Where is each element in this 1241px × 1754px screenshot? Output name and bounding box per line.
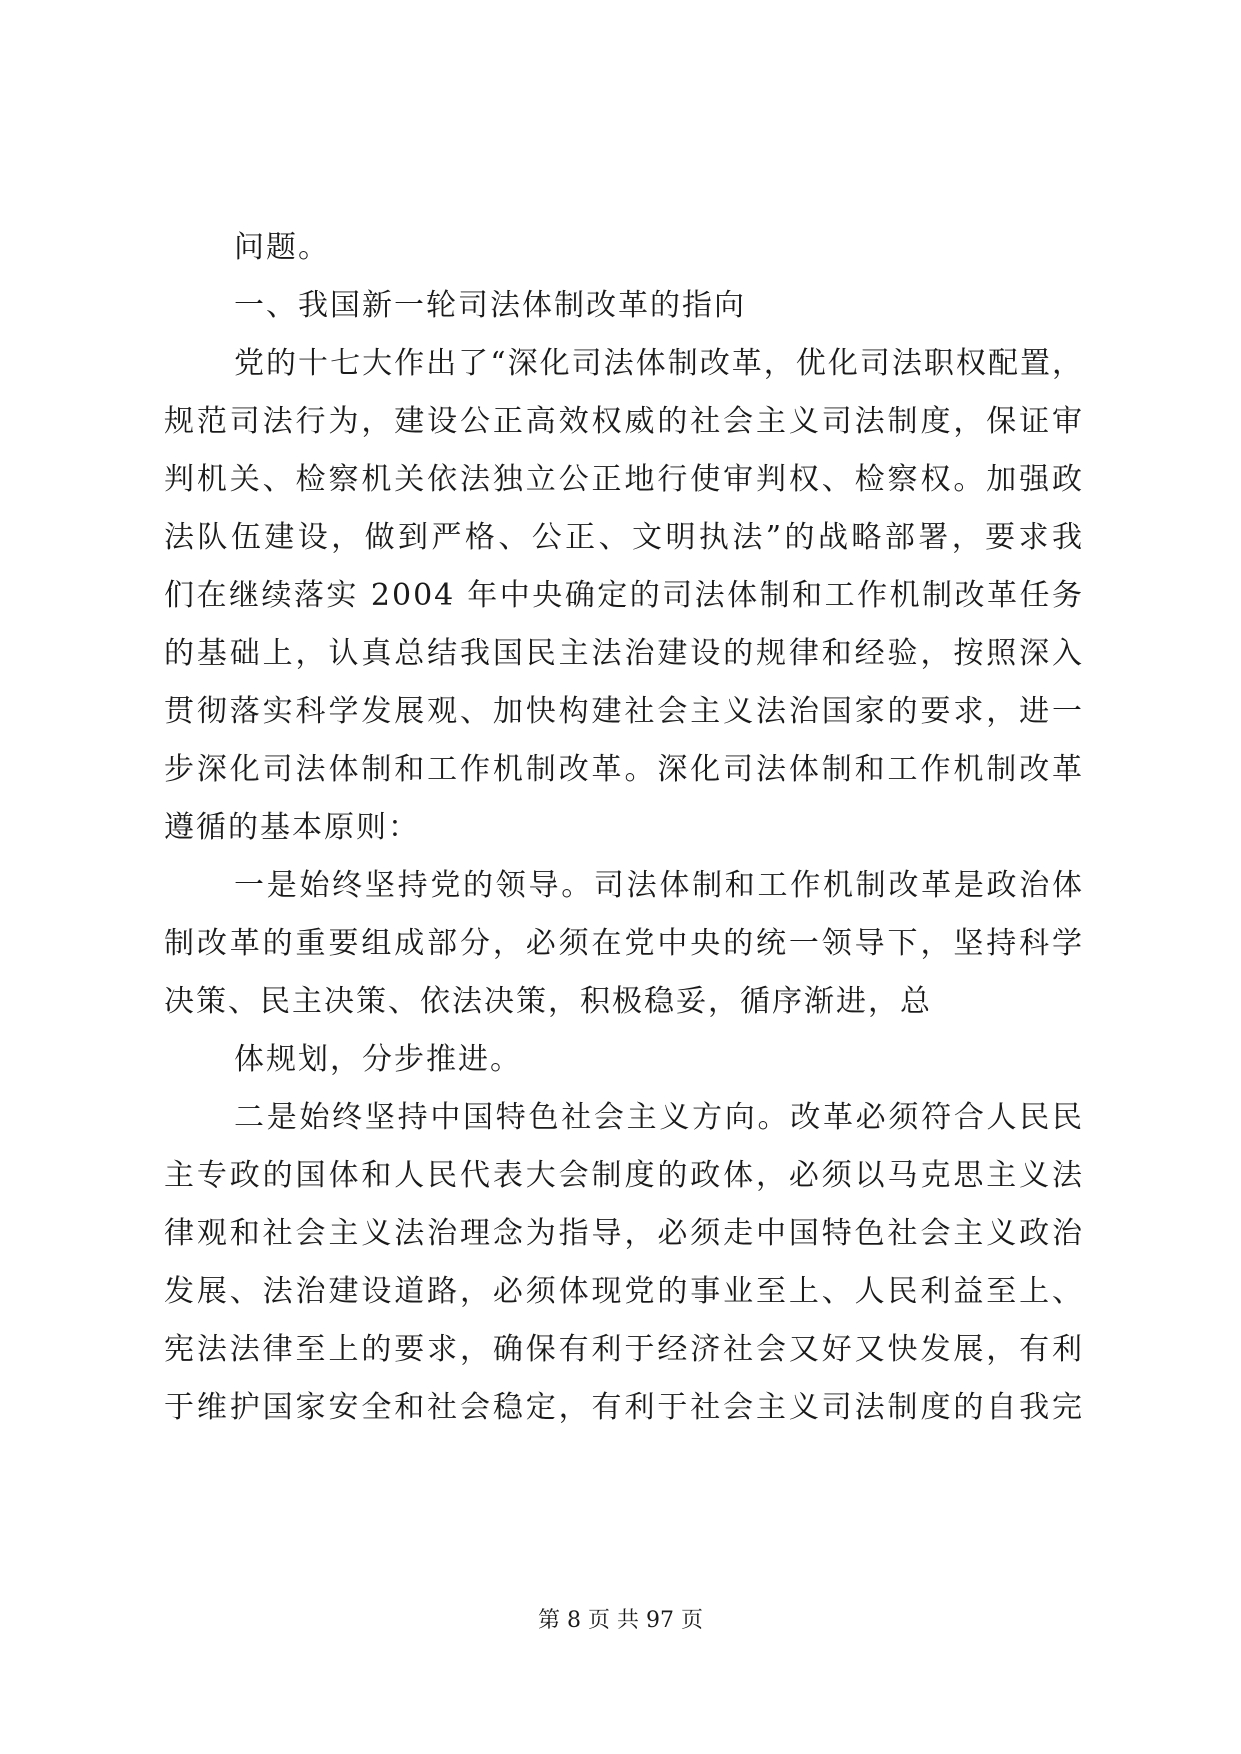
text-line: 判机关、检察机关依法独立公正地行使审判权、检察权。加强政: [164, 462, 1084, 497]
text-line: 决策、民主决策、依法决策，积极稳妥，循序渐进，总: [164, 984, 932, 1019]
text-line: 的基础上，认真总结我国民主法治建设的规律和经验，按照深入: [164, 636, 1084, 671]
text-line: 问题。: [234, 230, 330, 265]
section-heading: 一、我国新一轮司法体制改革的指向: [234, 288, 746, 323]
text-line: 规范司法行为，建设公正高效权威的社会主义司法制度，保证审: [164, 404, 1084, 439]
text-line: 党的十七大作出了“深化司法体制改革，优化司法职权配置，: [234, 346, 1084, 381]
text-line: 于维护国家安全和社会稳定，有利于社会主义司法制度的自我完: [164, 1390, 1084, 1425]
page-number-footer: 第 8 页 共 97 页: [538, 1608, 703, 1633]
text-line: 制改革的重要组成部分，必须在党中央的统一领导下，坚持科学: [164, 926, 1084, 961]
text-line: 贯彻落实科学发展观、加快构建社会主义法治国家的要求，进一: [164, 694, 1084, 729]
text-line: 律观和社会主义法治理念为指导，必须走中国特色社会主义政治: [164, 1216, 1084, 1251]
text-line: 步深化司法体制和工作机制改革。深化司法体制和工作机制改革: [164, 752, 1084, 787]
text-line: 们在继续落实 2004 年中央确定的司法体制和工作机制改革任务: [164, 578, 1084, 613]
text-line: 体规划，分步推进。: [234, 1042, 522, 1077]
text-line: 主专政的国体和人民代表大会制度的政体，必须以马克思主义法: [164, 1158, 1084, 1193]
text-line: 一是始终坚持党的领导。司法体制和工作机制改革是政治体: [234, 868, 1084, 903]
text-line: 遵循的基本原则：: [164, 810, 420, 845]
text-line: 二是始终坚持中国特色社会主义方向。改革必须符合人民民: [234, 1100, 1084, 1135]
text-line: 宪法法律至上的要求，确保有利于经济社会又好又快发展，有利: [164, 1332, 1084, 1367]
text-line: 法队伍建设，做到严格、公正、文明执法”的战略部署，要求我: [164, 520, 1084, 555]
text-line: 发展、法治建设道路，必须体现党的事业至上、人民利益至上、: [164, 1274, 1084, 1309]
